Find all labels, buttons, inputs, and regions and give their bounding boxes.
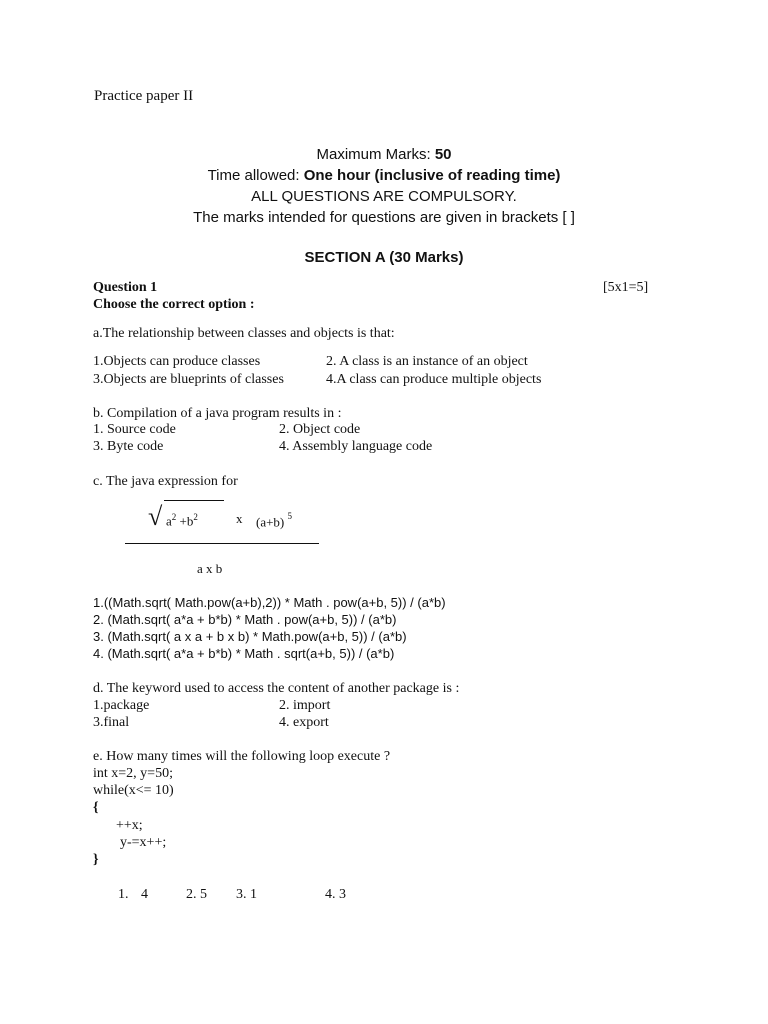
question-a-option-1: 1.Objects can produce classes: [93, 354, 261, 369]
compulsory-note: ALL QUESTIONS ARE COMPULSORY.: [251, 188, 517, 205]
question-c-option-3: 3. (Math.sqrt( a x a + b x b) * Math.pow(a+b, 5)) / (a*b): [93, 629, 407, 644]
code-line-6: }: [93, 852, 99, 867]
time-label: Time allowed:: [207, 167, 304, 184]
question-e-option-1-value: 4: [141, 887, 148, 902]
max-marks-label: Maximum Marks:: [316, 146, 435, 163]
power-term: (a+b) $^5$: [256, 511, 293, 530]
question-a-option-4: 4.A class can produce multiple objects: [326, 372, 542, 387]
question-a-stem: a.The relationship between classes and objects is that:: [93, 326, 395, 341]
marks-note: The marks intended for questions are given in brackets [ ]: [193, 209, 575, 226]
question-d-option-4: 4. export: [279, 715, 329, 730]
question-instruction: Choose the correct option :: [93, 297, 255, 312]
sqrt-overline: [164, 500, 224, 501]
denominator: a x b: [197, 561, 223, 576]
question-marks: [5x1=5]: [603, 280, 649, 295]
question-title: Question 1: [93, 280, 158, 295]
code-line-1: int x=2, y=50;: [93, 766, 173, 781]
section-title: SECTION A (30 Marks): [304, 249, 464, 266]
radicand: $a^2 +b^2$: [166, 512, 198, 529]
paper-title: Practice paper II: [94, 88, 194, 104]
code-line-3: {: [93, 800, 99, 815]
question-e-option-4: 4. 3: [325, 887, 346, 902]
max-marks-line: [0, 144, 768, 165]
max-marks-value: 50: [434, 146, 452, 163]
question-d-option-2: 2. import: [279, 698, 331, 713]
question-c-option-4: 4. (Math.sqrt( a*a + b*b) * Math . sqrt(a+b, 5)) / (a*b): [93, 646, 395, 661]
question-e-option-2: 2. 5: [186, 887, 207, 902]
question-c-option-1: 1.((Math.sqrt( Math.pow(a+b),2)) * Math . pow(a+b, 5)) / (a*b): [93, 595, 446, 610]
question-e-option-3: 3. 1: [236, 887, 257, 902]
question-b-option-4: 4. Assembly language code: [279, 439, 433, 454]
question-e-option-1-number: 1.: [118, 887, 129, 902]
question-a-option-2: 2. A class is an instance of an object: [326, 354, 528, 369]
question-c-stem: c. The java expression for: [93, 474, 238, 489]
fraction-bar: [125, 543, 319, 544]
question-d-option-3: 3.final: [93, 715, 130, 730]
times-sign: x: [236, 511, 243, 526]
sqrt-sign-icon: √: [148, 502, 163, 531]
question-e-stem: e. How many times will the following loop execute ?: [93, 749, 391, 764]
question-b-stem: b. Compilation of a java program results in :: [93, 406, 342, 421]
time-value: One hour (inclusive of reading time): [303, 167, 561, 184]
question-b-option-2: 2. Object code: [279, 422, 361, 437]
question-c-option-2: 2. (Math.sqrt( a*a + b*b) * Math . pow(a+b, 5)) / (a*b): [93, 612, 397, 627]
question-b-option-3: 3. Byte code: [93, 439, 164, 454]
code-line-5: y-=x++;: [120, 835, 167, 850]
time-allowed-line: [0, 165, 768, 186]
question-d-option-1: 1.package: [93, 698, 150, 713]
question-d-stem: d. The keyword used to access the content of another package is :: [93, 681, 460, 696]
code-line-4: ++x;: [116, 818, 143, 833]
question-b-option-1: 1. Source code: [93, 422, 176, 437]
question-a-option-3: 3.Objects are blueprints of classes: [93, 372, 284, 387]
code-line-2: while(x<= 10): [93, 783, 174, 798]
